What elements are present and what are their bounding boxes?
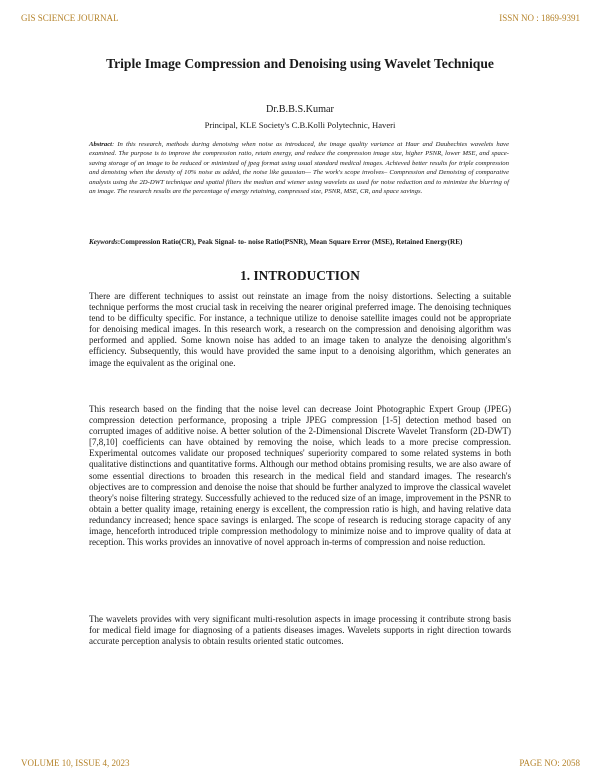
keywords-label: Keywords <box>89 238 118 246</box>
intro-paragraph-3: The wavelets provides with very significant multi-resolution aspects in image processing it contribute strong basis for medical field image for diagnosing of a patients diseases images. Wavelets supports in right direction towards accurate perception analysis to obtain results oriented static outcomes. <box>89 614 511 647</box>
author-affiliation: Principal, KLE Society's C.B.Kolli Polytechnic, Haveri <box>204 120 396 130</box>
intro-paragraph-2: This research based on the finding that the noise level can decrease Joint Photographic Expert Group (JPEG) compression detection performance, proposing a triple JPEG compression [1-5] detection method based on corrupted images of additive noise. A better solution of the 2-Dimensional Discrete Wavelet Transform (2D-DWT)[7,8,10] coefficients can have obtained by removing the noise, which leads to a more precise compression. Experimental outcomes validate our proposed techniques' superiority compared to some related systems in both qualitative distinctions and quantitative forms. Although our method obtains promising results, we are also aware of some essential directions to broaden this research in the medical field and standard images. The research's objectives are to compression and denoise the noise that should be further analyzed to improve the classical wavelet theory's noise filtering strategy. Successfully achieved to the reduced size of an image, improvement in the PSNR to obtain a better quality image, retaining energy is excellent, the compression ratio is high, and having relative data redundancy increased; hence space savings is enlarged. The scope of research is reducing storage capacity of any image, henceforth introduced triple compression methodology to minimize noise and to improve quality of data at reception. This works provides an innovative of novel approach in-terms of compression and noise reduction. <box>89 404 511 548</box>
intro-paragraph-1: There are different techniques to assist out reinstate an image from the noisy distortions. Selecting a suitable technique performs the most crucial task in receiving the nearer original preferred image. The denoising techniques tend to be difficulty specific. For instance, a technique utilize to denoise satellite images could not be appropriate for denoising medical images. In this research work, a research on the compression and denoising algorithm was performed and applied. Some known noise has added to an image taken to analyze the denoising algorithm's efficiency. Subsequently, this would have provided the same input to a denoising algorithm, which generates an image the equivalent as the original one. <box>89 291 511 368</box>
abstract <box>89 140 509 196</box>
abstract-text: : In this research, methods during denoising when noise as introduced, the image quality variance at Haar and Daubechies wavelets have examined. The purpose is to improve the compression ratio, retain energy, and reduce the compression image size, higher PSNR, lower MSE, and space-saving storage of an image to be reduced or minimized of jpeg format using usual standard medical images. Achieved better results for triple compression and denoising when the density of 10% noise as added, the noise like gaussian— The work's scope involves– Compression and Denoising of comparative analysis using the 2D-DWT technique and spatial filters the median and wiener using wavelets as used for noise reduction and to minimize the blurring of an image. The research results are the percentage of energy retaining, compressed size, PSNR, MSE, CR, and space savings. <box>89 141 509 196</box>
section-heading-introduction: 1. INTRODUCTION <box>240 268 360 283</box>
keywords-text: :Compression Ratio(CR), Peak Signal- to- noise Ratio(PSNR), Mean Square Error (MSE), Retained Energy(RE) <box>117 238 463 246</box>
author-name: Dr.B.B.S.Kumar <box>266 104 334 115</box>
journal-name: GIS SCIENCE JOURNAL <box>21 13 119 23</box>
volume-issue: VOLUME 10, ISSUE 4, 2023 <box>21 758 130 768</box>
keywords <box>89 238 509 248</box>
abstract-label: Abstract <box>89 141 113 148</box>
paper-title: Triple Image Compression and Denoising using Wavelet Technique <box>106 56 494 71</box>
page-number: PAGE NO: 2058 <box>519 758 580 768</box>
issn-number: ISSN NO : 1869-9391 <box>499 13 580 23</box>
